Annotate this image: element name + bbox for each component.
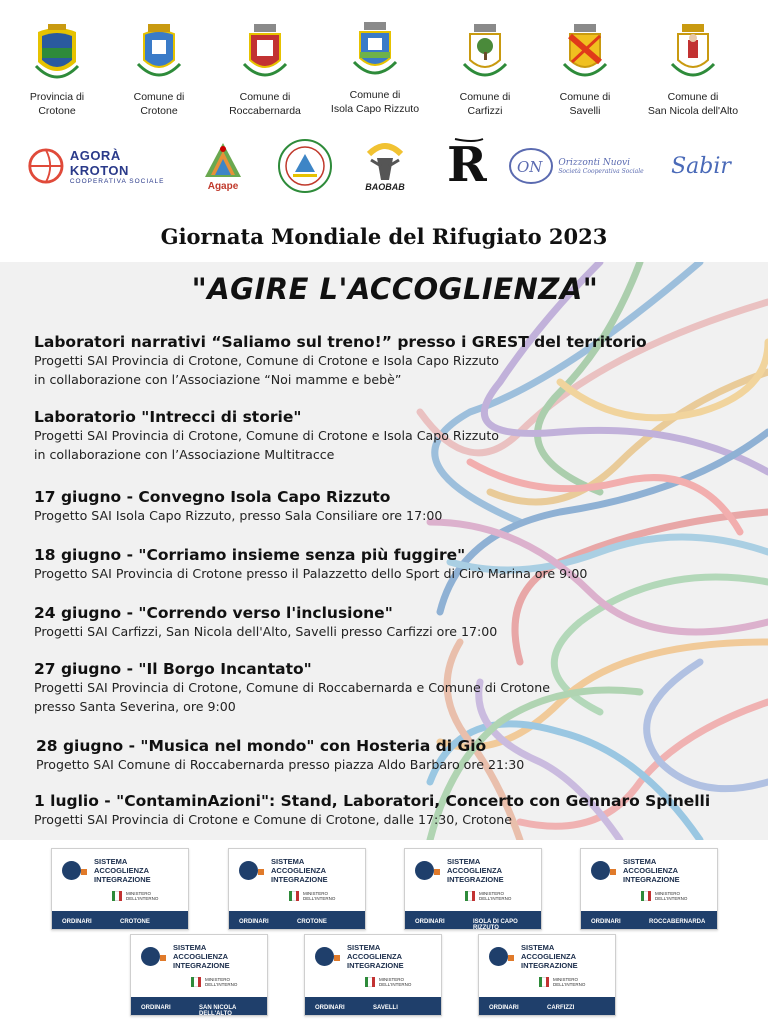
event-detail: Progetto SAI Provincia di Crotone presso il Palazzetto dello Sport di Cirò Marina ore 9:00: [34, 566, 588, 581]
sai-place: CARFIZZI: [547, 1005, 575, 1011]
ministry-line: DELL'INTERNO: [205, 982, 238, 987]
event-detail: Progetti SAI Provincia di Crotone, Comune di Crotone e Isola Capo Rizzuto: [34, 353, 500, 368]
italian-flag-icon: [539, 977, 549, 987]
logo-orizzonti-nuovi: [506, 136, 646, 196]
partner-name: Agape: [207, 180, 239, 192]
sai-project-card: [478, 934, 616, 1016]
sai-card-footer: [305, 997, 441, 1015]
event-item: [34, 604, 497, 641]
page-title: Giornata Mondiale del Rifugiato 2023: [160, 224, 608, 249]
sai-logo-icon: [591, 861, 610, 880]
event-heading: 18 giugno - "Corriamo insieme senza più fuggire": [34, 546, 466, 564]
sai-category: ORDINARI: [591, 919, 621, 925]
ministry-line: MINISTERO: [126, 891, 152, 896]
logo-protezione-civile: [276, 136, 334, 196]
partner-name: Sabir: [671, 153, 731, 179]
partner-name: AGORÀ KROTON: [69, 147, 129, 178]
sai-card-footer: [131, 997, 267, 1015]
italian-flag-icon: [365, 977, 375, 987]
sai-brand-line: SISTEMA: [447, 857, 481, 866]
svg-text:R: R: [447, 137, 487, 193]
sai-place: CROTONE: [297, 919, 327, 925]
sai-project-card: [228, 848, 366, 930]
ministry-line: MINISTERO: [303, 891, 329, 896]
sai-category: ORDINARI: [415, 919, 445, 925]
event-item: [34, 660, 550, 716]
event-heading: 1 luglio - "ContaminAzioni": Stand, Laboratori, Concerto con Gennaro Spinelli: [34, 792, 711, 810]
sai-logo-icon: [489, 947, 508, 966]
sai-brand-line: INTEGRAZIONE: [521, 961, 578, 970]
ministry-label: [479, 891, 511, 901]
ministry-line: MINISTERO: [205, 977, 231, 982]
logo-baobab: [358, 136, 412, 196]
coat-of-arms-icon: [350, 20, 400, 84]
ministry-line: DELL'INTERNO: [479, 896, 512, 901]
crest-comune-savelli: [530, 22, 640, 118]
sai-logos-band: [0, 840, 768, 1024]
event-detail: Progetti SAI Carfizzi, San Nicola dell'Alto, Savelli presso Carfizzi ore 17:00: [34, 624, 498, 639]
italian-flag-icon: [112, 891, 122, 901]
ministry-line: MINISTERO: [379, 977, 405, 982]
sai-brand-line: SISTEMA: [94, 857, 128, 866]
logo-sabir: [664, 136, 738, 196]
sai-brand: [521, 943, 578, 970]
sai-brand: [347, 943, 404, 970]
crest-label: Comune di San Nicola dell'Alto: [647, 91, 739, 117]
event-detail: Progetto SAI Isola Capo Rizzuto, presso Sala Consiliare ore 17:00: [34, 508, 443, 523]
sai-card-footer: [479, 997, 615, 1015]
sai-brand-line: ACCOGLIENZA: [173, 952, 228, 961]
sai-brand: [173, 943, 230, 970]
ministry-label: [126, 891, 158, 901]
coat-of-arms-icon: [134, 22, 184, 86]
event-heading: Laboratori narrativi “Saliamo sul treno!” presso i GREST del territorio: [34, 333, 647, 351]
crest-comune-isola-capo-rizzuto: [320, 20, 430, 116]
sai-logo-accent-icon: [258, 869, 264, 875]
coat-of-arms-icon: [668, 22, 718, 86]
sai-category: ORDINARI: [141, 1005, 171, 1011]
baobab-tree-icon: [363, 140, 407, 182]
events-section: [0, 262, 768, 840]
partner-name: BAOBAB: [365, 182, 405, 192]
event-heading: Laboratorio "Intrecci di storie": [34, 408, 302, 426]
sai-logo-icon: [415, 861, 434, 880]
sai-category: ORDINARI: [62, 919, 92, 925]
crest-label: Comune di Crotone: [133, 91, 185, 117]
ministry-line: DELL'INTERNO: [379, 982, 412, 987]
ministry-line: DELL'INTERNO: [553, 982, 586, 987]
sai-brand-line: INTEGRAZIONE: [173, 961, 230, 970]
ministry-line: DELL'INTERNO: [303, 896, 336, 901]
sai-project-card: [51, 848, 189, 930]
ministry-label: [655, 891, 687, 901]
sai-brand-line: INTEGRAZIONE: [347, 961, 404, 970]
coat-of-arms-icon: [32, 22, 82, 86]
event-detail: Progetti SAI Provincia di Crotone, Comune di Crotone e Isola Capo Rizzuto: [34, 428, 500, 443]
sai-brand-line: SISTEMA: [623, 857, 657, 866]
ministry-label: [553, 977, 585, 987]
crest-comune-crotone: [104, 22, 214, 118]
event-item: [36, 737, 524, 774]
ministry-line: MINISTERO: [553, 977, 579, 982]
sai-brand-line: ACCOGLIENZA: [94, 866, 149, 875]
round-emblem-icon: [277, 138, 333, 194]
sai-brand-line: ACCOGLIENZA: [271, 866, 326, 875]
sai-brand: [447, 857, 504, 884]
coat-of-arms-icon: [560, 22, 610, 86]
event-item: [34, 546, 587, 583]
sai-project-card: [404, 848, 542, 930]
sai-logo-accent-icon: [610, 869, 616, 875]
sai-category: ORDINARI: [489, 1005, 519, 1011]
sai-place: SAVELLI: [373, 1005, 398, 1011]
svg-text:ON: ON: [517, 158, 543, 176]
ministry-line: MINISTERO: [655, 891, 681, 896]
sai-place: ISOLA DI CAPO RIZZUTO: [473, 919, 518, 930]
sai-brand-line: INTEGRAZIONE: [447, 875, 504, 884]
logo-agora-kroton: [26, 136, 178, 196]
event-heading: 28 giugno - "Musica nel mondo" con Hosteria di Giò: [36, 737, 487, 755]
sai-brand-line: INTEGRAZIONE: [271, 875, 328, 884]
sai-logo-icon: [141, 947, 160, 966]
crest-comune-roccabernarda: [210, 22, 320, 118]
event-detail: Progetto SAI Comune di Roccabernarda presso piazza Aldo Barbaro ore 21:30: [36, 757, 525, 772]
ministry-label: [303, 891, 335, 901]
sai-brand-line: SISTEMA: [521, 943, 555, 952]
italian-flag-icon: [289, 891, 299, 901]
sai-brand-line: ACCOGLIENZA: [521, 952, 576, 961]
sai-project-card: [304, 934, 442, 1016]
crest-comune-carfizzi: [430, 22, 540, 118]
sai-category: ORDINARI: [239, 919, 269, 925]
on-oval-icon: [508, 146, 554, 186]
sai-logo-icon: [62, 861, 81, 880]
italian-flag-icon: [191, 977, 201, 987]
letter-r-monogram-icon: [443, 137, 487, 195]
sai-card-footer: [52, 911, 188, 929]
ministry-line: DELL'INTERNO: [126, 896, 159, 901]
italian-flag-icon: [641, 891, 651, 901]
event-heading: 24 giugno - "Correndo verso l'inclusione": [34, 604, 393, 622]
crest-label: Provincia di Crotone: [29, 91, 85, 117]
ministry-line: MINISTERO: [479, 891, 505, 896]
ministry-line: DELL'INTERNO: [655, 896, 688, 901]
event-item: [34, 333, 647, 389]
sai-brand-line: ACCOGLIENZA: [347, 952, 402, 961]
sai-logo-icon: [315, 947, 334, 966]
sai-brand-line: SISTEMA: [271, 857, 305, 866]
crest-provincia-crotone: [2, 22, 112, 118]
coat-of-arms-icon: [240, 22, 290, 86]
sai-logo-icon: [239, 861, 258, 880]
partner-sub: COOPERATIVA SOCIALE: [69, 177, 165, 185]
agape-figures-icon: [203, 141, 243, 181]
sai-logo-accent-icon: [334, 955, 340, 961]
sai-card-footer: [229, 911, 365, 929]
sai-card-footer: [405, 911, 541, 929]
logo-r-monogram: [440, 136, 490, 196]
sai-card-footer: [581, 911, 717, 929]
crest-label: Comune di Carfizzi: [459, 91, 511, 117]
crest-label: Comune di Savelli: [559, 91, 611, 117]
logo-agape: [198, 136, 248, 196]
sai-brand-line: ACCOGLIENZA: [623, 866, 678, 875]
event-item: [34, 488, 442, 525]
coat-of-arms-icon: [460, 22, 510, 86]
italian-flag-icon: [465, 891, 475, 901]
slogan: "AGIRE L'ACCOGLIENZA": [191, 272, 599, 306]
event-item: [34, 792, 710, 829]
sai-logo-accent-icon: [508, 955, 514, 961]
event-detail: in collaborazione con l’Associazione Multitracce: [34, 447, 335, 462]
event-detail: in collaborazione con l’Associazione “Noi mamme e bebè”: [34, 372, 402, 387]
sai-project-card: [130, 934, 268, 1016]
sai-logo-accent-icon: [434, 869, 440, 875]
partner-sub: Società Cooperativa Sociale: [558, 167, 644, 175]
event-detail: Progetti SAI Provincia di Crotone e Comune di Crotone, dalle 17:30, Crotone: [34, 812, 513, 827]
ministry-label: [205, 977, 237, 987]
sai-brand-line: SISTEMA: [173, 943, 207, 952]
sai-project-card: [580, 848, 718, 930]
sai-category: ORDINARI: [315, 1005, 345, 1011]
sai-place: ROCCABERNARDA: [649, 919, 706, 925]
sai-place: SAN NICOLA DELL'ALTO: [199, 1005, 237, 1016]
sai-brand: [271, 857, 328, 884]
sai-brand: [623, 857, 680, 884]
sai-place: CROTONE: [120, 919, 150, 925]
header-band: [0, 0, 768, 262]
ministry-label: [379, 977, 411, 987]
sai-brand-line: SISTEMA: [347, 943, 381, 952]
sai-logo-accent-icon: [160, 955, 166, 961]
event-detail: Progetti SAI Provincia di Crotone, Comune di Roccabernarda e Comune di Crotone: [34, 680, 550, 695]
event-heading: 27 giugno - "Il Borgo Incantato": [34, 660, 312, 678]
sai-brand-line: INTEGRAZIONE: [94, 875, 151, 884]
partner-name: Orizzonti Nuovi: [558, 157, 630, 168]
event-heading: 17 giugno - Convegno Isola Capo Rizzuto: [34, 488, 391, 506]
event-item: [34, 408, 499, 464]
crest-comune-san-nicola: [638, 22, 748, 118]
sai-brand-line: INTEGRAZIONE: [623, 875, 680, 884]
agora-circle-icon: [26, 145, 66, 187]
sai-brand-line: ACCOGLIENZA: [447, 866, 502, 875]
event-detail: presso Santa Severina, ore 9:00: [34, 699, 236, 714]
crest-label: Comune di Roccabernarda: [229, 91, 301, 117]
crest-label: Comune di Isola Capo Rizzuto: [330, 89, 420, 115]
sai-brand: [94, 857, 151, 884]
sai-logo-accent-icon: [81, 869, 87, 875]
